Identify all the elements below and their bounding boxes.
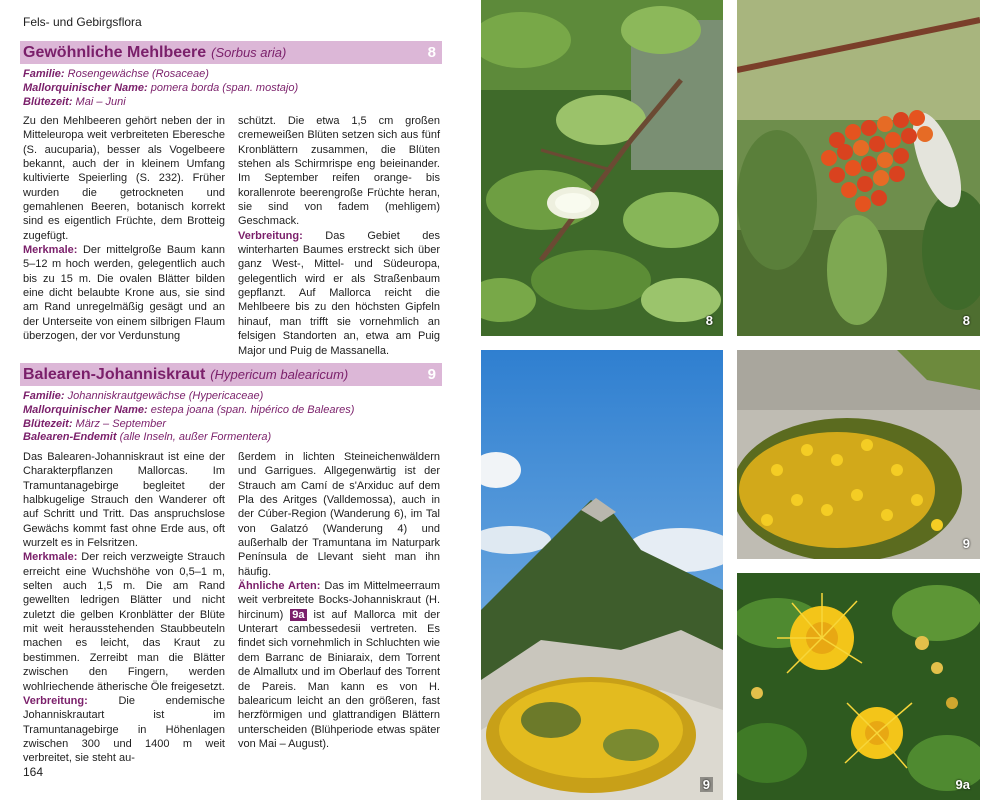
text-column-right [238,114,440,358]
shrub-image [737,350,980,559]
verbreitung-label: Verbreitung: [23,694,88,707]
photo-mountain-landscape [481,350,723,800]
species-title-bar [20,363,442,386]
fact-endemic: Balearen-Endemit (alle Inseln, außer Formentera) [23,431,272,444]
photo-number: 8 [962,313,970,328]
fact-family: Familie: Rosengewächse (Rosaceae) [23,68,209,80]
page-number: 164 [23,765,44,779]
photo-whitebeam-berries [737,0,980,336]
merkmale-label: Merkmale: [23,244,78,257]
photo-hypericum-shrub [737,350,980,559]
verbreitung-paragraph: Verbreitung: Das Gebiet des winterharten Baumes erstreckt sich über ganz West-, Mittel- und Südeuropa, gelegentlich wird er als Straßenbaum gepflanzt. Auf Mallorca reicht die Mehlbeere bis zu den höchsten Gipfeln hinauf, man trifft sie vornehmlich an felsigen Standorten an, etwa am Puig Major und Puig de Massanella. [238,229,440,357]
fact-local-name: Mallorquinischer Name: pomera borda (span. mostajo) [23,81,299,94]
species-title-bar [20,41,442,64]
text-column-right [238,450,440,751]
merkmale-label: Merkmale: [23,551,78,564]
fact-family: Familie: Johanniskrautgewächse (Hypericaceae) [23,390,264,402]
merkmale-paragraph: Merkmale: Der reich verzweigte Strauch erreicht eine Wuchshöhe von 0,5–1 m, selten auch 1,5 m. Die am Rand gewellten ledrigen Blätter und nicht zuletzt die gelben Kronblätter der Blüte mit weit herausstehenden Staubbeuteln machen es leicht, das Kraut zu bestimmen. Zerreibt man die Blätter zwischen den Fingern, werden wohlriechende ätherische Öle freigesetzt. [23,551,225,693]
photo-number: 9 [962,536,970,551]
description-paragraph: schützt. Die etwa 1,5 cm großen cremeweißen Blüten setzen sich aus fünf Kronblättern zusammen, die Blüten stehen als Schirmrispe eng beieinander. Im September reifen orange- bis korallenrote beerengroße Früchte heran, sie sind von fadem (mehligem) Geschmack. [238,115,440,228]
similar-species-label: Ähnliche Arten: [238,580,321,593]
foliage-image [481,0,723,336]
photo-reference-badge: 9a [292,608,305,621]
species-facts [23,68,443,109]
photo-number: 9 [700,777,713,792]
fact-bloom-time: Blütezeit: März – September [23,417,167,430]
berries-image [737,0,980,336]
photo-hypericum-flower [737,573,980,800]
similar-species-paragraph: Ähnliche Arten: Das im Mittelmeerraum weit verbreitete Bocks-Johanniskraut (H. hircinum) 9a ist auf Mallorca mit der Unterart cambessedesii vertreten. Es findet sich vornehmlich in Schluchten wie dem Barranc de Biniaraix, dem Torrent de Almallutx und im Oberlauf des Torrent de Pareis. Man kann es von H. balearicum leicht an den größeren, fast herzförmigen und glattrandigen Blättern unterscheiden (Blühperiode etwas später von Mai – August). [238,580,440,750]
species-common-name: Balearen-Johanniskraut [23,365,206,383]
distribution-paragraph: ßerdem in lichten Steineichenwäldern und Garrigues. Allgegenwärtig ist der Strauch am Camí de s'Arxiduc auf dem Pla des Aritges (Valldemossa), auch in der Cúber-Region (Wanderung 6), im Tal von Galatzó (Wanderung 4) und außerhalb der Tramuntana im Naturpark Península de Llevant sieht man ihn häufig. [238,451,440,578]
landscape-image [481,350,723,800]
species-number: 8 [427,44,436,61]
species-number: 9 [427,366,436,383]
verbreitung-paragraph: Verbreitung: Die endemische Johanniskrautart ist im Tramuntanagebirge in Höhenlagen zwischen 300 und 1400 m weit verbreitet, sie steht au- [23,694,225,765]
species-common-name: Gewöhnliche Mehlbeere [23,43,207,61]
verbreitung-label: Verbreitung: [238,229,303,242]
intro-paragraph: Das Balearen-Johanniskraut ist eine der Charakterpflanzen Mallorcas. Im Tramuntanagebirge begleitet der halbkugelige Strauch den Wanderer oft auf Schritt und Tritt. Das anspruchslose Gewächs kommt fast ohne Erde aus, oft wurzelt es in Felsritzen. [23,451,225,550]
photo-whitebeam-flowers [481,0,723,336]
flower-image [737,573,980,800]
species-latin-name: (Sorbus aria) [211,45,287,60]
intro-paragraph: Zu den Mehlbeeren gehört neben der in Mitteleuropa weit verbreiteten Eberesche (S. aucuparia), besser als Vogelbeere bekannt, auch der in kleinem Umfang kultivierte Speierling (S. 232). Früher wurden die getrockneten und gemahlenen Beeren, botanisch korrekt sind es eigentlich Früchte, dem Brotteig zugefügt. [23,115,225,242]
species-facts [23,390,443,445]
species-latin-name: (Hypericum balearicum) [210,367,349,382]
fact-local-name: Mallorquinischer Name: estepa joana (span. hipérico de Baleares) [23,403,355,416]
merkmale-paragraph: Merkmale: Der mittelgroße Baum kann 5–12 m hoch werden, gelegentlich auch bis zu 15 m. Die ovalen Blätter bilden eine dicht belaubte Krone aus, sie sind am Rand unregelmäßig gesägt und an der Unterseite von einem silbrigen Flaum überzogen, der vor Verdunstung [23,244,225,343]
fact-bloom-time: Blütezeit: Mai – Juni [23,95,126,108]
photo-number: 8 [705,313,713,328]
running-head: Fels- und Gebirgsflora [23,15,142,29]
text-column-left [23,114,225,344]
text-column-left [23,450,225,766]
photo-number: 9a [955,777,970,792]
